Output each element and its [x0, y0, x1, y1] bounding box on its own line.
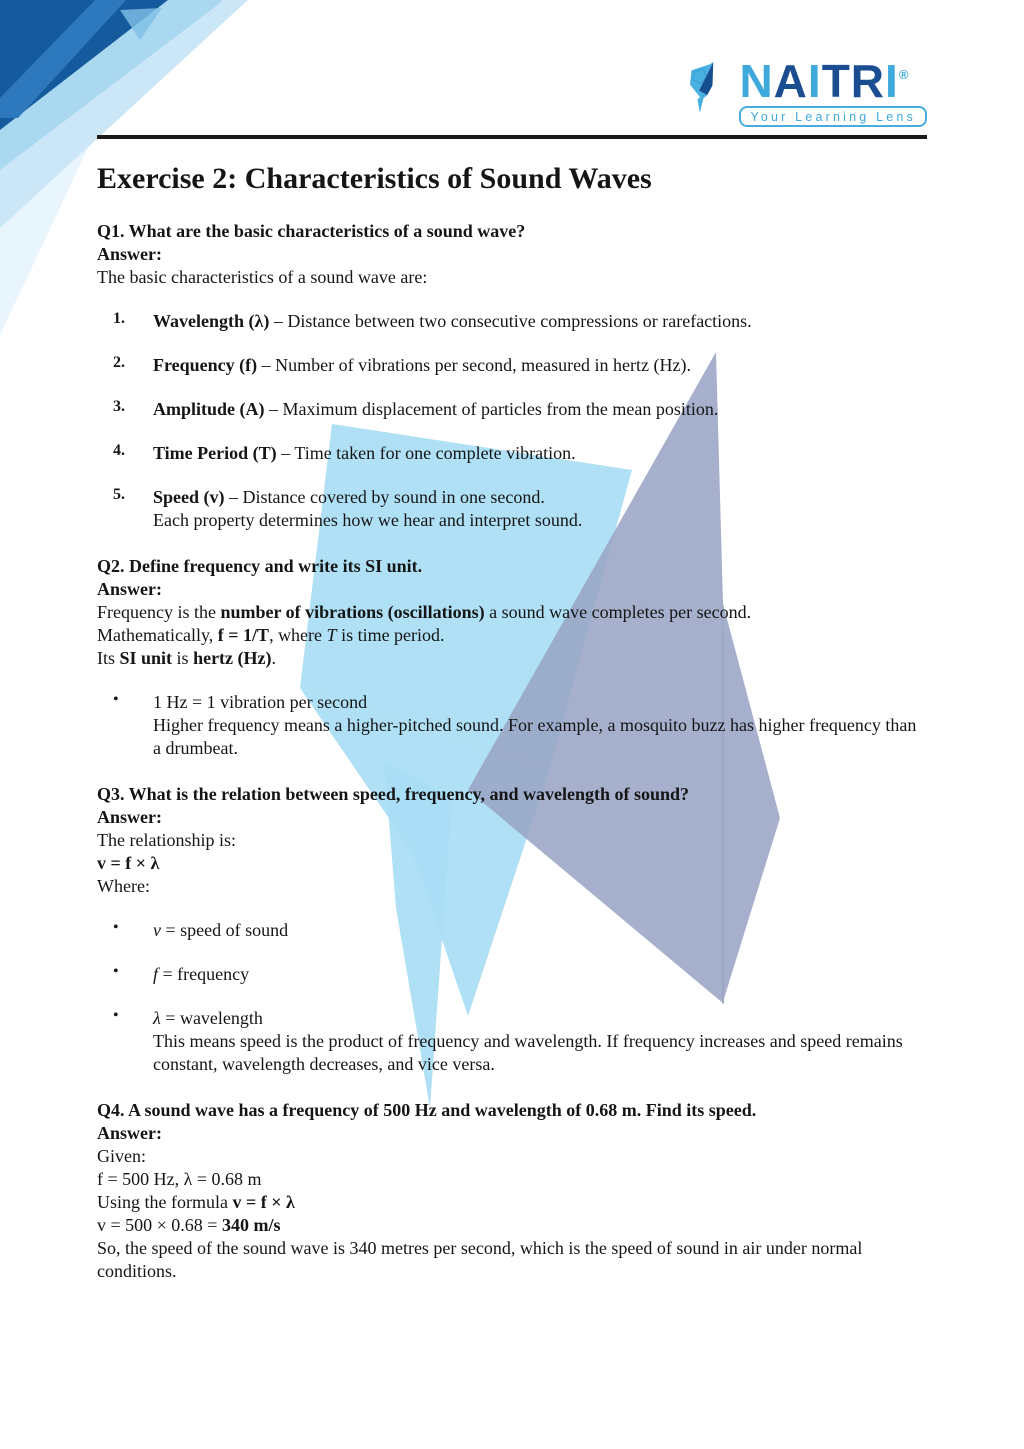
q3-question-heading: Q3. What is the relation between speed, frequency, and wavelength of sound?: [97, 784, 690, 804]
page-header: [97, 0, 927, 127]
q3-where-label: Where:: [97, 876, 150, 896]
bullet-text: f = frequency: [153, 964, 250, 984]
page-title: Exercise 2: Characteristics of Sound Waves: [97, 162, 652, 195]
q2-question-heading: Q2. Define frequency and write its SI unit.: [97, 556, 423, 576]
q3-formula: v = f × λ: [97, 853, 160, 873]
bird-tail-shape: [698, 95, 705, 113]
list-item-continuation: Each property determines how we hear and interpret sound.: [153, 510, 583, 530]
section-q4: [97, 1099, 927, 1283]
list-item-text: Wavelength (λ) – Distance between two consecutive compressions or rarefactions.: [153, 311, 752, 331]
q1-question-heading: Q1. What are the basic characteristics of a sound wave?: [97, 221, 526, 241]
bullet-text: 1 Hz = 1 vibration per second Higher frequency means a higher-pitched sound. For example, a mosquito buzz has higher frequency than a drumbeat.: [153, 692, 917, 758]
list-item-text: Speed (v) – Distance covered by sound in one second. Each property determines how we hear and interpret sound.: [153, 487, 583, 530]
q3-relationship-line: The relationship is:: [97, 830, 236, 850]
bullet-icon: •: [113, 963, 119, 980]
list-item: [97, 398, 927, 421]
list-number: 5.: [113, 486, 125, 503]
list-number: 3.: [113, 398, 125, 415]
bullet-item: [97, 963, 927, 986]
brand-letter: I: [807, 55, 822, 107]
bullet-icon: •: [113, 691, 119, 708]
q2-si-unit-line: Its SI unit is hertz (Hz).: [97, 648, 277, 668]
list-item: [97, 442, 927, 465]
bullet-item: [97, 691, 927, 760]
registered-mark: ®: [898, 67, 909, 82]
q4-given-values: f = 500 Hz, λ = 0.68 m: [97, 1169, 262, 1189]
brand-letter: A: [773, 55, 808, 107]
list-item: [97, 486, 927, 532]
list-number: 1.: [113, 310, 125, 327]
q4-using-formula: Using the formula v = f × λ: [97, 1192, 295, 1212]
bullet-continuation: Higher frequency means a higher-pitched sound. For example, a mosquito buzz has higher frequency than a drumbeat.: [153, 715, 917, 758]
divider-rule: [97, 135, 927, 139]
bullet-item: [97, 1007, 927, 1076]
section-q1: [97, 220, 927, 532]
list-item-text: Amplitude (A) – Maximum displacement of particles from the mean position.: [153, 399, 719, 419]
list-number: 2.: [113, 354, 125, 371]
logo-text: [739, 53, 927, 127]
brand-letter: I: [885, 55, 899, 107]
bullet-item: [97, 919, 927, 942]
q2-formula-line: Mathematically, f = 1/T, where T is time period.: [97, 625, 445, 645]
brand-letter: R: [850, 55, 886, 107]
q4-question-heading: Q4. A sound wave has a frequency of 500 Hz and wavelength of 0.68 m. Find its speed.: [97, 1100, 757, 1120]
q1-intro: The basic characteristics of a sound wave are:: [97, 267, 428, 287]
q4-conclusion: So, the speed of the sound wave is 340 metres per second, which is the speed of sound in air under normal conditions.: [97, 1238, 863, 1281]
brand-wordmark: [739, 53, 909, 107]
section-q2: [97, 555, 927, 760]
brand-letter: T: [821, 55, 851, 107]
brand-letter: N: [739, 55, 774, 107]
list-item: [97, 354, 927, 377]
q2-definition: Frequency is the number of vibrations (oscillations) a sound wave completes per second.: [97, 602, 752, 622]
list-item: [97, 310, 927, 333]
q4-calculation: v = 500 × 0.68 = 340 m/s: [97, 1215, 281, 1235]
bullet-icon: •: [113, 919, 119, 936]
bullet-continuation: This means speed is the product of frequency and wavelength. If frequency increases and speed remains constant, wavelength decreases, and vice versa.: [153, 1031, 903, 1074]
bullet-text: λ = wavelength This means speed is the product of frequency and wavelength. If frequency increases and speed remains constant, wavelength decreases, and vice versa.: [153, 1008, 903, 1074]
q1-ordered-list: [97, 310, 927, 532]
bullet-text: v = speed of sound: [153, 920, 289, 940]
q4-given-label: Given:: [97, 1146, 146, 1166]
q4-answer-label: Answer:: [97, 1123, 162, 1143]
list-item-text: Frequency (f) – Number of vibrations per second, measured in hertz (Hz).: [153, 355, 692, 375]
list-number: 4.: [113, 442, 125, 459]
naitri-bird-icon: [687, 53, 732, 123]
naitri-logo: [687, 53, 927, 127]
q3-answer-label: Answer:: [97, 807, 162, 827]
section-q3: [97, 783, 927, 1076]
tagline-badge: Your Learning Lens: [739, 106, 927, 127]
list-item-text: Time Period (T) – Time taken for one complete vibration.: [153, 443, 576, 463]
bullet-icon: •: [113, 1007, 119, 1024]
q1-answer-label: Answer:: [97, 244, 162, 264]
q2-answer-label: Answer:: [97, 579, 162, 599]
